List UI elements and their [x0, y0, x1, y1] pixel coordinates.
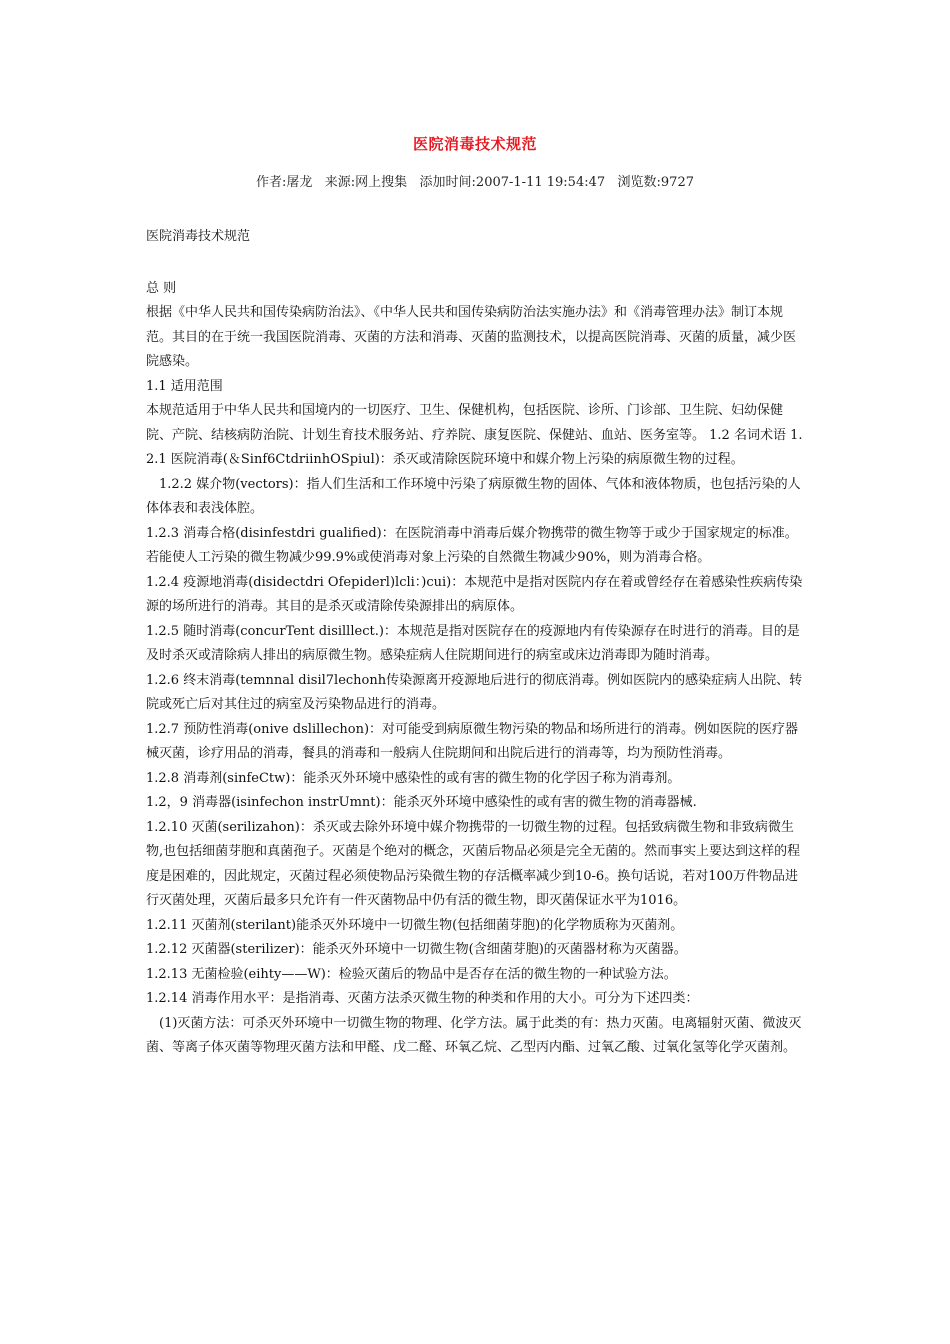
term-1-2-12: 1.2.12 灭菌器(sterilizer)：能杀灭外环境中一切微生物(含细菌芽胞)的灭菌器材称为灭菌器。 [146, 942, 687, 957]
term-1-2-6: 1.2.6 终末消毒(temnnal disil7lechonh传染源离开疫源地后进行的彻底消毒。例如医院内的感染症病人出院、转院或死亡后对其住过的病室及污染物品进行的消毒。 [146, 672, 803, 712]
term-1-2-13: 1.2.13 无菌检验(eihty——W)：检验灭菌后的物品中是否存在活的微生物的一种试验方法。 [146, 966, 677, 982]
term-1-2-11: 1.2.11 灭菌剂(sterilant)能杀灭外环境中一切微生物(包括细菌芽胞)的化学物质称为灭菌剂。 [146, 917, 684, 933]
sterilization-methods: (1)灭菌方法：可杀灭外环境中一切微生物的物理、化学方法。属于此类的有：热力灭菌。电离辐射灭菌、微波灭菌、等离子体灭菌等物理灭菌方法和甲醛、戊二醛、环氧乙烷、乙型丙内酯、过氧乙酸、过氧化氢等化学灭菌剂。 [146, 1015, 802, 1055]
term-1-2-5: 1.2.5 随时消毒(concurTent disilllect.)：本规范是指对医院存在的疫源地内有传染源存在时进行的消毒。目的是及时杀灭或清除病人排出的病原微生物。感染症病人住院期间进行的病室或床边消毒即为随时消毒。 [146, 623, 800, 663]
term-1-2-8: 1.2.8 消毒剂(sinfeCtw)：能杀灭外环境中感染性的或有害的微生物的化学因子称为消毒剂。 [146, 770, 681, 786]
term-1-2-2: 1.2.2 媒介物(vectors)：指人们生活和工作环境中污染了病原微生物的固体、气体和液体物质，也包括污染的人体体表和表浅体腔。 [146, 476, 801, 516]
general-heading: 总 则 [146, 280, 177, 296]
term-1-2-14: 1.2.14 消毒作用水平：是指消毒、灭菌方法杀灭微生物的种类和作用的大小。可分为下述四类： [146, 991, 699, 1006]
paragraph-scope: 本规范适用于中华人民共和国境内的一切医疗、卫生、保健机构，包括医院、诊所、门诊部、卫生院、妇幼保健院、产院、结核病防治院、计划生育技术服务站、疗养院、康复医院、保健站、血站、医务室等。 1.2 名词术语 1.2.1 医院消毒(＆Sinf6CtdriinhOSpiul)：杀灭或清除医院环境中和媒介物上污染的病原微生物的过程。 [146, 403, 803, 467]
term-1-2-9: 1.2，9 消毒器(isinfechon instrUmnt)：能杀灭外环境中感染性的或有害的微生物的消毒器械. [146, 795, 697, 810]
term-1-2-10: 1.2.10 灭菌(serilizahon)：杀灭或去除外环境中媒介物携带的一切微生物的过程。包括致病微生物和非致病微生物,也包括细菌芽胞和真菌孢子。灭菌是个绝对的概念，灭菌后物品必须是完全无菌的。然而事实上要达到这样的程度是困难的，因此规定，灭菌过程必须使物品污染微生物的存活概率减少到10-6。换句话说，若对100万件物品进行灭菌处理，灭菌后最多只允许有一件灭菌物品中仍有活的微生物，即灭菌保证水平为1016。 [146, 819, 801, 908]
section-1-1-heading: 1.1 适用范围 [146, 378, 223, 394]
document-subtitle: 医院消毒技术规范 [146, 229, 251, 244]
term-1-2-7: 1.2.7 预防性消毒(onive dslillechon)：对可能受到病原微生物污染的物品和场所进行的消毒。例如医院的医疗器械灭菌，诊疗用品的消毒，餐具的消毒和一般病人住院期间和出院后进行的消毒等，均为预防性消毒。 [146, 721, 799, 761]
document-meta: 作者:屠龙 来源:网上搜集 添加时间:2007-1-11 19:54:47 浏览数:9727 [256, 175, 694, 190]
spacer [146, 250, 806, 277]
paragraph-intro: 根据《中华人民共和国传染病防治法》、《中华人民共和国传染病防治法实施办法》和《消毒管理办法》制订本规范。其目的在于统一我国医院消毒、灭菌的方法和消毒、灭菌的监测技术，以提高医院消毒、灭菌的质量，减少医院感染。 [146, 305, 797, 369]
document-body [146, 225, 806, 1061]
term-1-2-3: 1.2.3 消毒合格(disinfestdri gualified)：在医院消毒中消毒后媒介物携带的微生物等于或少于国家规定的标准。若能使人工污染的微生物减少99.9%或使消毒对象上污染的自然微生物减少90%，则为消毒合格。 [146, 525, 798, 565]
document-title: 医院消毒技术规范 [412, 135, 537, 153]
term-1-2-4: 1.2.4 疫源地消毒(disidectdri Ofepiderl)lcli：)cui)：本规范中是指对医院内存在着或曾经存在着感染性疾病传染源的场所进行的消毒。其目的是杀灭或清除传染源排出的病原体。 [146, 574, 803, 614]
